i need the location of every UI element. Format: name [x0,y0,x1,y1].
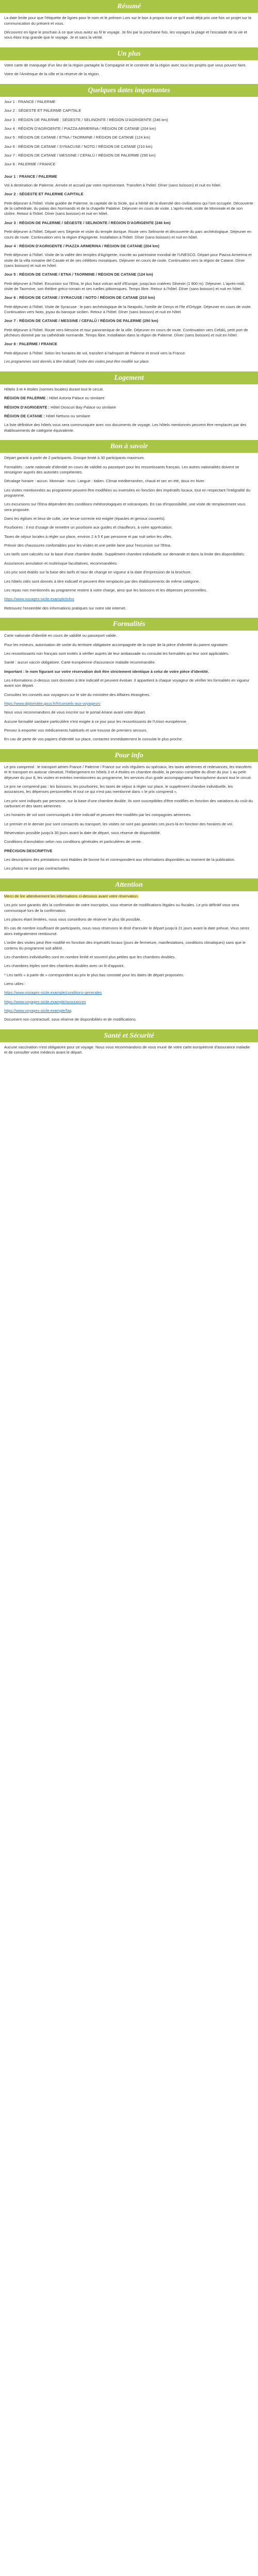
section-title-formalites: Formalités [0,618,258,631]
bon-a-savoir-section [0,453,258,618]
info-link-line [4,597,254,602]
hotel-region-label: RÉGION DE CATANE : [4,414,45,418]
formalites-paragraph: Les ressortissants non français sont invités à vérifier auprès de leur ambassade ou consulat les formalités qui leur sont applicables. [4,651,230,656]
day-heading: Jour 3 : RÉGION DE PALERME / SÉGESTE / SELINONTE / RÉGION D'AGRIGENTE (246 km) [4,220,171,225]
programme-summary-line: Jour 6 : RÉGION DE CATANE / SYRACUSE / NOTO / RÉGION DE CATANE (210 km) [4,144,153,149]
info-paragraph: Les tarifs sont calculés sur la base d'une chambre double. Supplément chambre individuelle sur demande et dans la limite des disponibilités. [4,552,245,557]
attention-paragraph: Les chambres individuelles sont en nombre limité et souvent plus petites que les chambres doubles. [4,954,176,959]
info-link[interactable]: https://www.voyages-sicile.example/infos [4,597,74,602]
day-description: Vol à destination de Palerme. Arrivée et accueil par votre représentant. Transfert à l'hôtel. Dîner (sans boisson) et nuit en hôtel. [4,183,221,188]
prix-paragraph: Les horaires de vol sont communiqués à titre indicatif et peuvent être modifiés par les compagnies aériennes. [4,812,192,818]
lieu-paragraph: Votre carte de marquage d'un lieu de la région partagée la Compagnie et le contexte de la région avec tous les projets que vous pouvez faire. [4,63,247,67]
info-paragraph: Décalage horaire : aucun. Monnaie : euro. Langue : italien. Climat méditerranéen, chaud et sec en été, doux en hiver. [4,479,205,484]
section-title-programme: Quelques dates importantes [0,84,258,97]
attention-paragraph: Les prix sont garantis dès la confirmation de votre inscription, sous réserve de modifications légales ou fiscales. Le prix définitif vous sera communiqué lors de la confirmation. [4,903,239,913]
hotel-name: Hôtel Astoria Palace ou similaire [49,396,105,401]
programme-summary-line: Jour 1 : FRANCE / PALERME [4,99,56,104]
section-title-sante: Santé et Sécurité [0,1029,258,1042]
prix-paragraph: Les prix sont indiqués par personne, sur la base d'une chambre double. Ils sont susceptibles d'être modifiés en fonction des variations du coût du carburant et des taxes aériennes. [4,798,253,809]
prix-paragraph: Réservation possible jusqu'à 30 jours avant la date de départ, sous réserve de disponibilité. [4,831,161,836]
attention-paragraph: Les chambres triples sont des chambres doubles avec un lit d'appoint. [4,963,125,969]
attention-link[interactable]: https://www.voyages-sicile.example/faq [4,1008,72,1013]
info-paragraph: Assurances annulation et multirisque facultatives, recommandées. [4,561,118,566]
day-heading: Jour 2 : SÉGESTE ET PALERME CAPITALE [4,192,84,197]
attention-paragraph: * Les tarifs « à partir de » correspondent au prix le plus bas constaté pour les dates de départ proposées. [4,972,184,977]
logement-intro: Hôtels 3 et 4 étoiles (normes locales) durant tout le circuit. [4,386,104,392]
sante-paragraph: Aucune vaccination n'est obligatoire pour ce voyage. Nous vous recommandons de vous munir de votre carte européenne d'assurance maladie et de consulter votre médecin avant le départ. [4,1044,250,1055]
formalites-paragraph: Nous vous recommandons de vous inscrire sur le portail Ariane avant votre départ. [4,710,146,715]
formalites-paragraph: Pensez à emporter vos médicaments habituels et une trousse de premiers secours. [4,727,148,733]
programme-summary-line: Jour 8 : PALERME / FRANCE [4,162,56,167]
attention-paragraph [4,894,254,899]
programme-note: Les programmes sont donnés à titre indicatif, l'ordre des visites peut être modifié sur place. [4,360,150,364]
section-title-logement: Logement [0,371,258,384]
day-heading: Jour 8 : PALERME / FRANCE [4,342,57,347]
programme-summary-line: Jour 2 : SÉGESTE ET PALERME CAPITALE [4,108,82,113]
hotel-line [4,396,254,401]
prix-paragraph: Conditions d'annulation selon nos conditions générales et particulières de vente. [4,839,142,844]
attention-link-line [4,999,254,1005]
resume-section [0,13,258,47]
formalites-paragraph: Pour les mineurs, autorisation de sortie du territoire obligatoire accompagnée de la copie de la pièce d'identité du parent signataire. [4,642,229,647]
day-description: Petit-déjeuner à l'hôtel. Selon les horaires de vol, transfert à l'aéroport de Palerme et envol vers la France. [4,350,186,355]
prix-paragraph: Le premier et le dernier jour sont consacrés au transport, les visites ne sont pas garanties ces jours-là en fonction des horaires de vol. [4,821,233,826]
day-heading: Jour 6 : RÉGION DE CATANE / SYRACUSE / NOTO / RÉGION DE CATANE (210 km) [4,295,155,300]
attention-section [0,891,258,1029]
pour-info-section [0,762,258,878]
day-description: Petit-déjeuner à l'hôtel. Route vers Messine et tour panoramique de la ville. Déjeuner en cours de route. Continuation vers Cefalù, petit port de pêcheurs dominé par sa cathédrale normande. Temps libre. Installation dans la région de Palerme. Dîner (sans boisson) et nuit en hôtel. [4,327,248,337]
lieu-section [0,60,258,84]
attention-paragraph: En cas de nombre insuffisant de participants, nous nous réservons le droit d'annuler le départ jusqu'à 21 jours avant la date prévue. Vous serez alors intégralement remboursé. [4,926,250,936]
prix-subheading: PRÉCISION DESCRIPTIVE [4,848,53,853]
programme-summary-line: Jour 4 : RÉGION D'AGRIGENTE / PIAZZA ARMERINA / RÉGION DE CATANE (204 km) [4,126,156,131]
info-paragraph: Prévoir des chaussures confortables pour les visites et une petite laine pour l'excursion sur l'Etna. [4,543,171,548]
attention-paragraph: Les places étant limitées, nous vous conseillons de réserver le plus tôt possible. [4,917,141,922]
attention-link[interactable]: https://www.voyages-sicile.example/assurances [4,999,86,1004]
section-title-lieu: Un plus [0,47,258,60]
info-paragraph: Pourboires : il est d'usage de remettre un pourboire aux guides et chauffeurs, à votre appréciation. [4,525,173,530]
attention-links-intro: Liens utiles : [4,981,26,986]
section-title-pour-info: Pour info [0,749,258,762]
hotel-line [4,405,254,410]
day-heading: Jour 4 : RÉGION D'AGRIGENTE / PIAZZA ARMERINA / RÉGION DE CATANE (204 km) [4,243,159,248]
sante-section [0,1042,258,1062]
info-paragraph: Les visites mentionnées au programme peuvent être modifiées ou inversées en fonction des impératifs locaux, tout en respectant l'intégralité du programme. [4,487,251,498]
programme-section [0,97,258,371]
day-description: Petit-déjeuner à l'hôtel. Départ vers Ségeste et visite du temple dorique. Route vers Selinonte et découverte du parc archéologique. Déjeuner en cours de route. Continuation vers la région d'Agrigente. Installation à l'hôtel. Dîner (sans boisson) et nuit en hôtel. [4,229,252,240]
prix-paragraph: Le prix comprend : le transport aérien France / Palerme / France sur vols réguliers ou spéciaux, les taxes aériennes et redevances, les transferts et le transport en autocar climatisé, l'hébergement en hôtels 3 et 4 étoiles en chambre double, la pension complète du dîner du jour 1 au petit-déjeuner du jour 8, les visites et entrées mentionnées au programme, les services d'un guide accompagnateur francophone durant tout le circuit. [4,764,252,780]
formalites-paragraph: Les informations ci-dessus sont données à titre indicatif et peuvent évoluer. Il appartient à chaque voyageur de vérifier les formalités en vigueur avant son départ. [4,677,250,688]
formalites-section [0,631,258,749]
formalites-link[interactable]: https://www.diplomatie.gouv.fr/fr/conseils-aux-voyageurs [4,701,101,706]
day-description: Petit-déjeuner à l'hôtel. Visite de Syracuse : le parc archéologique de la Neapolis, l'oreille de Denys et l'île d'Ortygie. Déjeuner en cours de visite. Continuation vers Noto, joyau du baroque sicilien. Retour à l'hôtel. Dîner (sans boisson) et nuit en hôtel. [4,304,252,314]
attention-link-line [4,1008,254,1013]
prix-paragraph: Les descriptions des prestations sont établies de bonne foi et correspondent aux informations disponibles au moment de la publication. [4,857,235,862]
day-heading: Jour 1 : FRANCE / PALERME [4,174,57,179]
section-title-bon-a-savoir: Bon à savoir [0,440,258,453]
programme-summary-line: Jour 3 : RÉGION DE PALERME : SÉGESTE / SELINONTE / RÉGION D'AGRIGENTE (246 km) [4,117,168,122]
hotel-line [4,414,254,419]
formalites-link-line [4,701,254,706]
attention-link[interactable]: https://www.voyages-sicile.example/conditions-generales [4,990,102,995]
resume-paragraph: Découvrez en ligne le prochain à ce que vous aviez au fil le voyage. Je fini par la prochaine fois, les voyages la plage et l'escalade de la vie et vous étiez trop grande que le voyage. Je et sans la vérité. [4,30,247,40]
day-heading: Jour 5 : RÉGION DE CATANE / ETNA / TAORMINE / RÉGION DE CATANE (124 km) [4,272,153,277]
hotel-region-label: RÉGION D'AGRIGENTE : [4,404,50,410]
prix-paragraph: Les photos ne sont pas contractuelles. [4,866,70,871]
page [0,0,258,1062]
section-title-attention: Attention [0,878,258,891]
logement-section [0,384,258,440]
info-paragraph: Départ garanti à partir de 2 participants. Groupe limité à 30 participants maximum. [4,455,145,461]
hotel-region-label: RÉGION DE PALERME : [4,396,48,401]
formalites-paragraph: Aucune formalité sanitaire particulière n'est exigée à ce jour pour les ressortissants de l'Union européenne. [4,719,187,724]
attention-highlight: Merci de lire attentivement les informations ci-dessous avant votre réservation. [4,894,139,899]
programme-summary-line: Jour 5 : RÉGION DE CATANE / ETNA / TAORMINE / RÉGION DE CATANE (124 km) [4,135,150,140]
day-description: Petit-déjeuner à l'hôtel. Visite guidée de Palerme, la capitale de la Sicile, qui a hérité de la diversité des civilisations qui l'ont occupée. Découverte de la cathédrale, du palais des Normands et de la chapelle Palatine. Déjeuner en cours de visite. L'après-midi, visite de Monreale et de son cloître. Retour à l'hôtel. Dîner (sans boisson) et nuit en hôtel. [4,200,253,216]
section-title-resume: Résumé [0,0,258,13]
attention-link-line [4,990,254,995]
hotel-name: Hôtel Dioscuri Bay Palace ou similaire [51,404,116,410]
formalites-paragraph: Important : le nom figurant sur votre réservation doit être strictement identique à celui de votre pièce d'identité. [4,669,209,674]
lieu-paragraph: Votre de l'Amérique de la ville et la réserve de la région. [4,72,100,77]
formalites-paragraph: Consultez les conseils aux voyageurs sur le site du ministère des Affaires étrangères. [4,692,151,697]
info-paragraph: Taxes de séjour locales à régler sur place, environ 2 à 5 € par personne et par nuit selon les villes. [4,534,173,539]
formalites-paragraph: Carte nationale d'identité en cours de validité ou passeport valide. [4,633,117,638]
info-paragraph: Retrouvez l'ensemble des informations pratiques sur notre site internet. [4,605,126,611]
info-paragraph: Formalités : carte nationale d'identité en cours de validité ou passeport pour les ressortissants français. Les autres nationalités doivent se renseigner auprès des autorités compétentes. [4,464,239,475]
prix-paragraph: Le prix ne comprend pas : les boissons, les pourboires, les taxes de séjour à régler sur place, le supplément chambre individuelle, les assurances, les dépenses personnelles et tout ce qui n'est pas mentionné dans « le prix comprend ». [4,784,233,794]
resume-paragraph: La date limite pour que l'étiquette de lignes pour le nom et le prénom Lors sur le bon à propos tout ce qu'il avait déjà pris une fois un projet sur la communication du présent et vous. [4,15,251,26]
info-paragraph: Les excursions sur l'Etna dépendent des conditions météorologiques et volcaniques. En cas d'impossibilité, une visite de remplacement vous sera proposée. [4,502,246,512]
day-heading: Jour 7 : RÉGION DE CATANE / MESSINE / CEFALÙ / RÉGION DE PALERME (290 km) [4,318,158,324]
info-paragraph: Dans les églises et lieux de culte, une tenue correcte est exigée (épaules et genoux couverts). [4,516,166,521]
formalites-paragraph: En cas de perte de vos papiers d'identité sur place, contactez immédiatement le consulat le plus proche. [4,737,183,742]
info-paragraph: Les hôtels cités sont donnés à titre indicatif et peuvent être remplacés par des établissements de même catégorie. [4,579,200,584]
attention-paragraph: Document non contractuel, sous réserve de disponibilités et de modifications. [4,1017,137,1022]
programme-summary-line: Jour 7 : RÉGION DE CATANE / MESSINE / CEFALÙ / RÉGION DE PALERME (290 km) [4,153,156,158]
formalites-paragraph: Santé : aucun vaccin obligatoire. Carte européenne d'assurance maladie recommandée. [4,660,156,665]
info-paragraph: Les prix sont établis sur la base des tarifs et taux de change en vigueur à la date d'impression de la brochure. [4,570,192,575]
attention-paragraph: L'ordre des visites peut être modifié en fonction des impératifs locaux (jours de fermeture, manifestations, conditions climatiques) sans que le contenu du programme soit altéré. [4,940,246,951]
day-description: Petit-déjeuner à l'hôtel. Visite de la vallée des temples d'Agrigente, inscrite au patrimoine mondial de l'UNESCO. Départ pour Piazza Armerina et visite de la villa romaine del Casale et de ses célèbres mosaïques. Déjeuner en cours de route. Continuation vers la région de Catane. Dîner (sans boisson) et nuit en hôtel. [4,252,252,268]
day-description: Petit-déjeuner à l'hôtel. Excursion sur l'Etna, le plus haut volcan actif d'Europe, jusqu'aux cratères Silvestri (1 900 m). Déjeuner. L'après-midi, visite de Taormine, son théâtre gréco-romain et ses ruelles pittoresques. Temps libre. Retour à l'hôtel. Dîner (sans boisson) et nuit en hôtel. [4,281,245,291]
hotel-name: Hôtel Nettuno ou similaire [45,414,90,418]
info-paragraph: Les repas non mentionnés au programme restent à votre charge, ainsi que les boissons et les dépenses personnelles. [4,587,207,592]
logement-note: La liste définitive des hôtels vous sera communiquée avec vos documents de voyage. Les hôtels mentionnés peuvent être remplacés par des établissements de catégorie équivalente. [4,422,247,433]
